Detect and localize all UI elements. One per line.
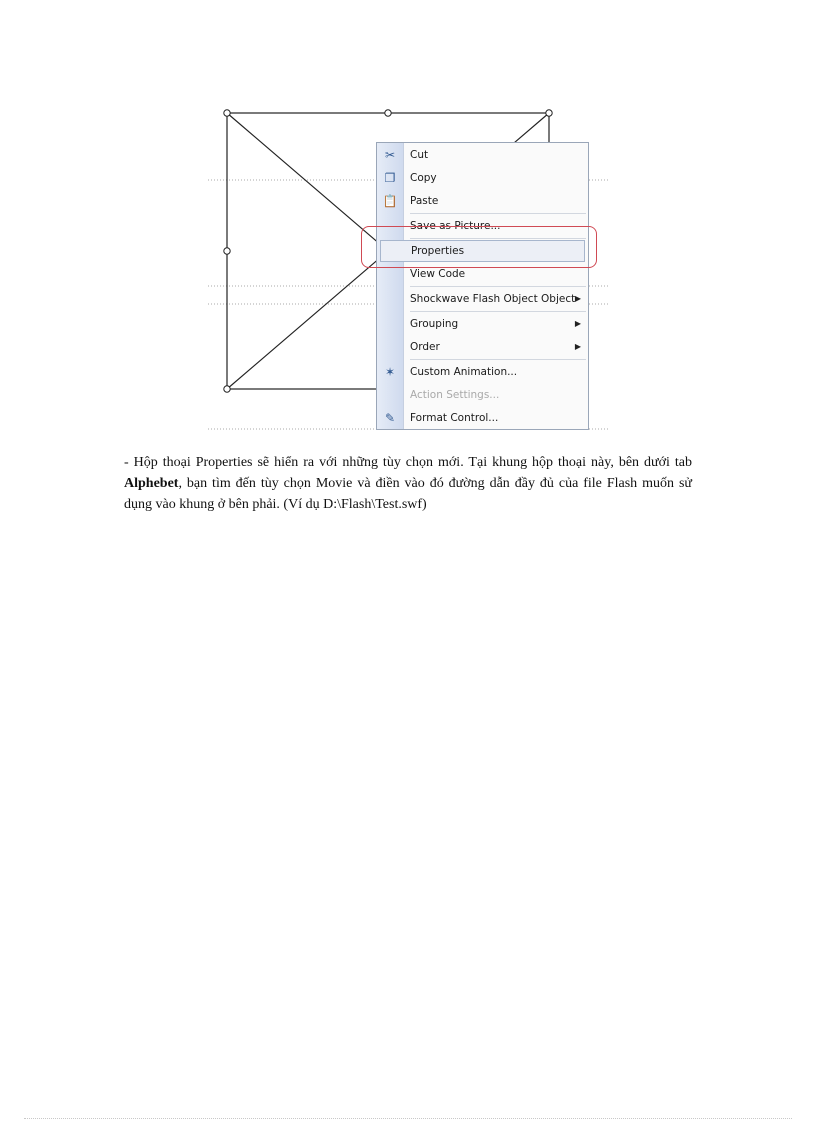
menu-separator: [410, 286, 586, 287]
menu-item-format-control[interactable]: [377, 407, 588, 429]
instruction-paragraph: [124, 452, 692, 515]
resize-handle[interactable]: [224, 248, 230, 254]
custom-animation-icon: ✶: [384, 365, 396, 379]
format-control-icon: ✎: [384, 411, 396, 425]
copy-icon: ❐: [384, 171, 396, 185]
menu-item-label: Grouping: [410, 318, 459, 330]
menu-item-grouping[interactable]: [377, 313, 588, 335]
menu-item-action-settings: [377, 384, 588, 406]
menu-item-label: Action Settings...: [410, 389, 500, 401]
submenu-arrow-icon: ▶: [574, 294, 581, 303]
menu-item-label: Copy: [410, 172, 437, 184]
menu-separator: [410, 311, 586, 312]
menu-item-custom-animation[interactable]: [377, 361, 588, 383]
menu-separator: [410, 359, 586, 360]
resize-handle[interactable]: [385, 110, 391, 116]
paragraph-text-1: - Hộp thoại Properties sẽ hiển ra với những tùy chọn mới. Tại khung hộp thoại này, bên dưới tab: [124, 455, 692, 470]
page-footer-rule: [24, 1118, 792, 1119]
resize-handle[interactable]: [224, 386, 230, 392]
context-menu: [376, 142, 589, 430]
paragraph-text-2: , bạn tìm đến tùy chọn Movie và điền vào đó đường dẫn đầy đủ của file Flash muốn sử dụng vào khung ở bên phải. (Ví dụ D:\Flash\Test.swf): [124, 476, 692, 512]
submenu-arrow-icon: ▶: [574, 342, 581, 351]
properties-highlight-callout: [361, 226, 597, 268]
menu-item-cut[interactable]: [377, 144, 588, 166]
menu-item-shockwave-flash-object-object[interactable]: [377, 288, 588, 310]
menu-item-label: Save as Picture...: [410, 220, 501, 232]
menu-item-label: Format Control...: [410, 412, 499, 424]
menu-item-order[interactable]: [377, 336, 588, 358]
resize-handle[interactable]: [224, 110, 230, 116]
menu-item-paste[interactable]: [377, 190, 588, 212]
submenu-arrow-icon: ▶: [574, 319, 581, 328]
menu-item-label: Shockwave Flash Object Object: [410, 293, 576, 305]
menu-separator: [410, 213, 586, 214]
screenshot-figure: [0, 0, 816, 440]
menu-item-label: Cut: [410, 149, 429, 161]
menu-item-label: Properties: [411, 245, 465, 257]
paragraph-bold-tab-name: Alphebet: [124, 476, 179, 491]
resize-handle[interactable]: [546, 110, 552, 116]
menu-item-label: View Code: [410, 268, 466, 280]
paste-icon: 📋: [382, 194, 398, 208]
scissors-icon: ✂: [384, 148, 396, 162]
menu-item-label: Custom Animation...: [410, 366, 518, 378]
menu-item-label: Paste: [410, 195, 439, 207]
menu-item-copy[interactable]: [377, 167, 588, 189]
menu-item-label: Order: [410, 341, 440, 353]
